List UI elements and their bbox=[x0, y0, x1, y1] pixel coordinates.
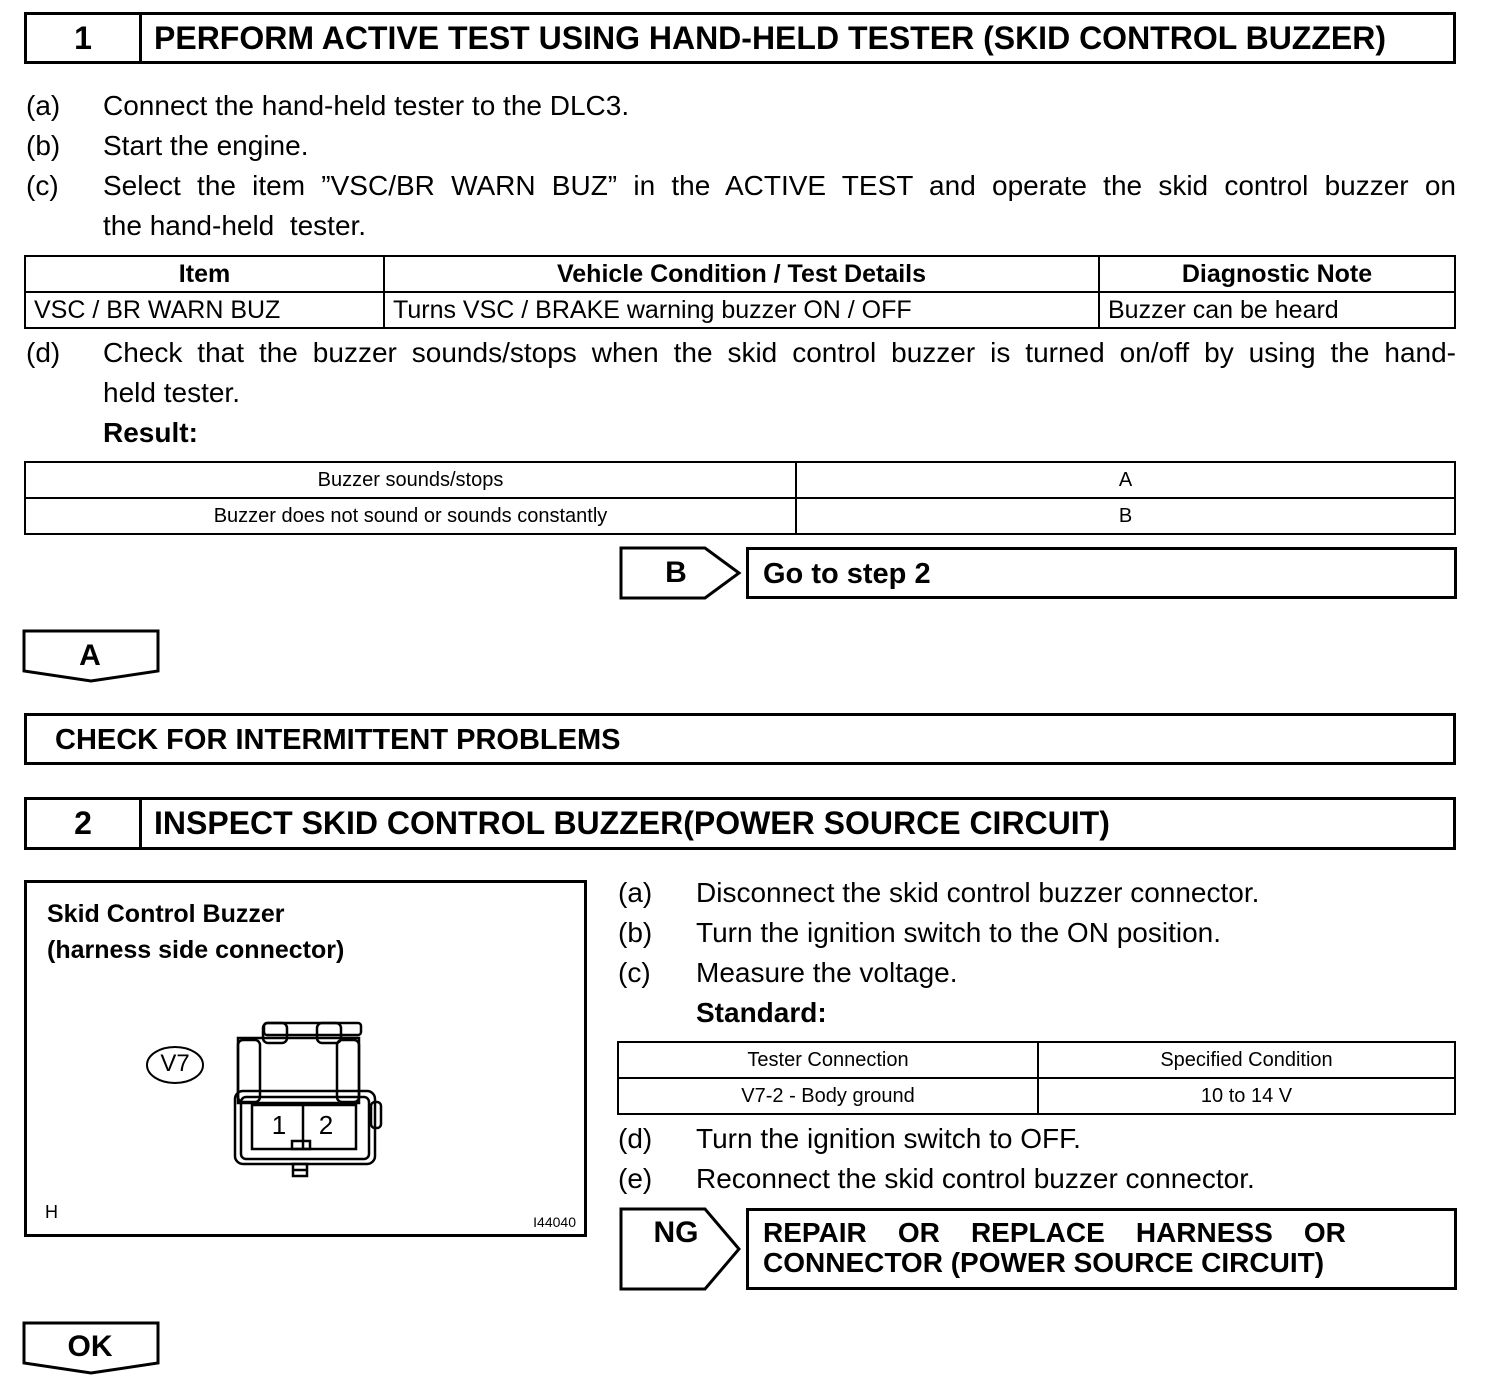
pin-2-label: 2 bbox=[318, 1110, 334, 1140]
branch-ng-tag-text: NG bbox=[653, 1216, 699, 1249]
branch-a-tag-text: A bbox=[79, 639, 101, 672]
connector-figure bbox=[24, 880, 587, 1237]
table-row bbox=[618, 1078, 1455, 1114]
table-cell: V7-2 - Body ground bbox=[618, 1078, 1038, 1114]
step2-number: 2 bbox=[27, 800, 142, 847]
check-intermittent-text: CHECK FOR INTERMITTENT PROBLEMS bbox=[55, 724, 621, 756]
table-row bbox=[25, 498, 1455, 534]
step1-item-b-text: Start the engine. bbox=[103, 130, 309, 161]
result-label: Result: bbox=[103, 417, 198, 448]
step2-item-d-text: Turn the ignition switch to OFF. bbox=[696, 1123, 1081, 1154]
pin-1-label: 1 bbox=[271, 1110, 287, 1140]
step1-item-d-text-line2: held tester. bbox=[103, 377, 240, 408]
table-cell: Buzzer can be heard bbox=[1099, 292, 1455, 328]
connector-drawing bbox=[27, 883, 584, 1234]
table-header-row bbox=[618, 1042, 1455, 1078]
step1-item-d-label: (d) bbox=[26, 337, 61, 368]
step2-title: INSPECT SKID CONTROL BUZZER(POWER SOURCE CIRCUIT) bbox=[154, 805, 1110, 841]
table-header-cell: Tester Connection bbox=[618, 1042, 1038, 1078]
branch-b-action-text: Go to step 2 bbox=[763, 558, 931, 590]
step2-header bbox=[24, 797, 1456, 850]
table-cell: Turns VSC / BRAKE warning buzzer ON / OFF bbox=[384, 292, 1099, 328]
table-cell: 10 to 14 V bbox=[1038, 1078, 1455, 1114]
table-header-cell: Diagnostic Note bbox=[1099, 256, 1455, 292]
connector-id-label: V7 bbox=[160, 1050, 190, 1077]
branch-ng-action-line2: CONNECTOR (POWER SOURCE CIRCUIT) bbox=[763, 1247, 1325, 1278]
table-row bbox=[25, 462, 1455, 498]
step2-item-b-text: Turn the ignition switch to the ON position. bbox=[696, 917, 1221, 948]
step2-item-b-label: (b) bbox=[618, 917, 653, 948]
standard-label: Standard: bbox=[696, 997, 827, 1028]
branch-ng-action-line1: REPAIR OR REPLACE HARNESS OR bbox=[763, 1217, 1346, 1248]
table-cell: B bbox=[796, 498, 1455, 534]
table-header-cell: Specified Condition bbox=[1038, 1042, 1455, 1078]
step2-item-a-text: Disconnect the skid control buzzer connector. bbox=[696, 877, 1260, 908]
step1-header bbox=[24, 12, 1456, 64]
check-intermittent-box bbox=[24, 713, 1456, 765]
figure-code: I44040 bbox=[533, 1214, 576, 1230]
step1-item-a-label: (a) bbox=[26, 90, 61, 121]
branch-b-action-box bbox=[746, 547, 1457, 599]
step1-number: 1 bbox=[27, 15, 142, 61]
table-row bbox=[25, 292, 1455, 328]
step1-item-a-text: Connect the hand-held tester to the DLC3. bbox=[103, 90, 630, 121]
step1-item-b-label: (b) bbox=[26, 130, 61, 161]
standard-table bbox=[617, 1041, 1456, 1115]
active-test-table bbox=[24, 255, 1456, 329]
step2-item-d-label: (d) bbox=[618, 1123, 653, 1154]
step2-item-e-label: (e) bbox=[618, 1163, 653, 1194]
table-cell: A bbox=[796, 462, 1455, 498]
figure-corner-label: H bbox=[45, 1202, 58, 1222]
table-header-row bbox=[25, 256, 1455, 292]
step1-item-c-text-line1: Select the item ”VSC/BR WARN BUZ” in the ACTIVE TEST and operate the skid control buzzer on bbox=[103, 170, 1456, 201]
table-cell: VSC / BR WARN BUZ bbox=[25, 292, 384, 328]
step2-item-c-label: (c) bbox=[618, 957, 651, 988]
step2-item-c-text: Measure the voltage. bbox=[696, 957, 958, 988]
step2-item-e-text: Reconnect the skid control buzzer connector. bbox=[696, 1163, 1255, 1194]
step1-item-c-label: (c) bbox=[26, 170, 59, 201]
step1-title: PERFORM ACTIVE TEST USING HAND-HELD TESTER (SKID CONTROL BUZZER) bbox=[154, 19, 1386, 56]
step1-item-d-text-line1: Check that the buzzer sounds/stops when the skid control buzzer is turned on/off by using the hand- bbox=[103, 337, 1456, 368]
table-cell: Buzzer sounds/stops bbox=[25, 462, 796, 498]
branch-ok-tag-text: OK bbox=[67, 1330, 113, 1363]
step2-item-a-label: (a) bbox=[618, 877, 653, 908]
branch-ng-action-box bbox=[746, 1208, 1457, 1290]
figure-title-line2: (harness side connector) bbox=[47, 936, 345, 964]
branch-b-tag-text: B bbox=[665, 556, 687, 589]
table-header-cell: Vehicle Condition / Test Details bbox=[384, 256, 1099, 292]
table-header-cell: Item bbox=[25, 256, 384, 292]
table-cell: Buzzer does not sound or sounds constantly bbox=[25, 498, 796, 534]
step1-item-c-text-line2: the hand-held tester. bbox=[103, 210, 367, 241]
result-table bbox=[24, 461, 1456, 535]
figure-title-line1: Skid Control Buzzer bbox=[47, 900, 285, 928]
